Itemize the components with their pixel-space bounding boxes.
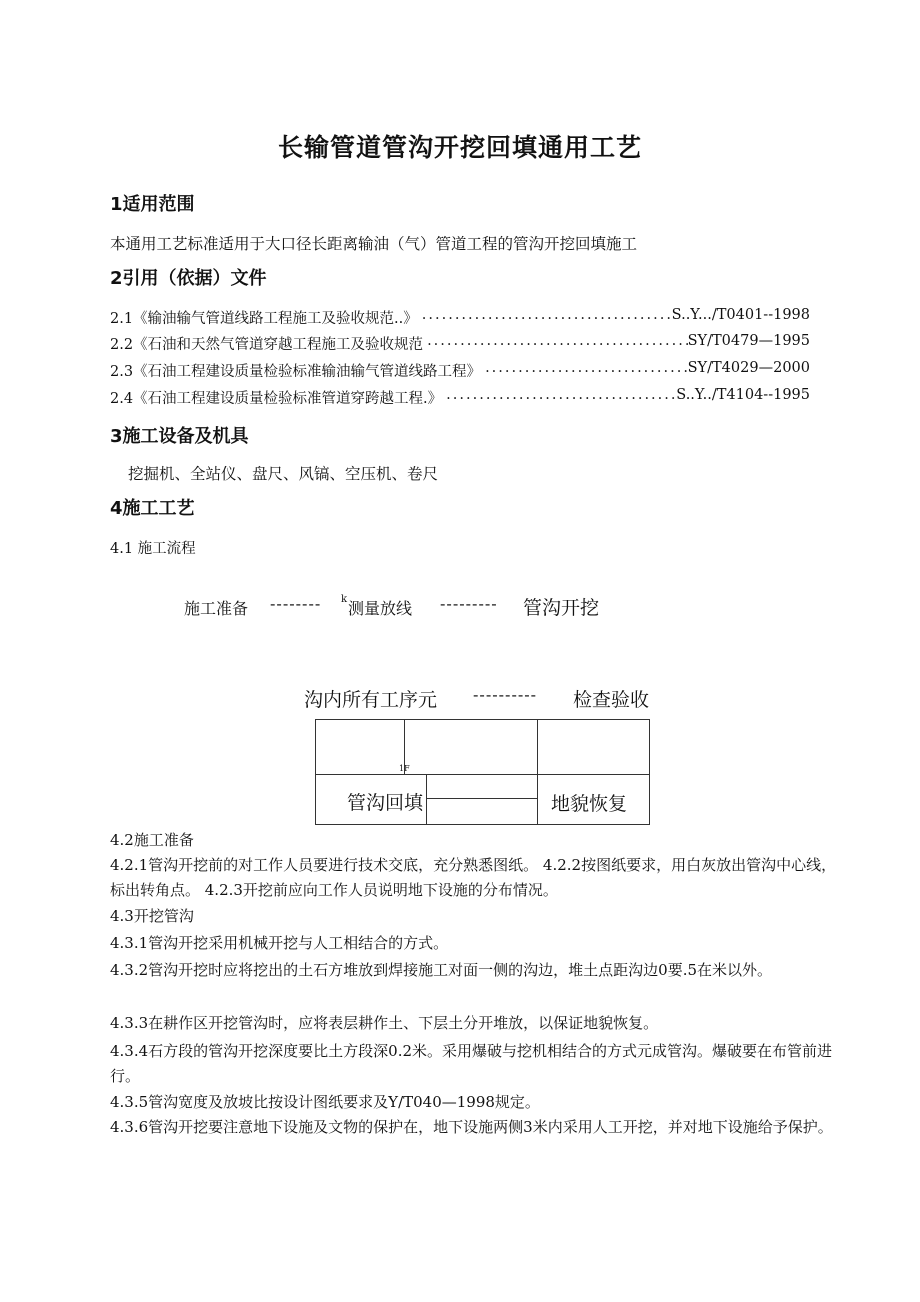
section-1-text: 本通用工艺标准适用于大口径长距离输油（气）管道工程的管沟开挖回填施工 bbox=[110, 235, 638, 253]
reference-title: 2.2《石油和天然气管道穿越工程施工及验收规范 bbox=[110, 337, 424, 353]
reference-item bbox=[110, 307, 810, 328]
page-title: 长输管道管沟开挖回填通用工艺 bbox=[277, 133, 642, 162]
flow-f-mark: 1F bbox=[399, 764, 410, 773]
flow-box-divider bbox=[426, 774, 427, 824]
reference-item bbox=[110, 387, 810, 408]
reference-item bbox=[110, 333, 810, 354]
flow-prep: 施工准备 bbox=[184, 599, 249, 618]
paragraph: 4.3开挖管沟 bbox=[110, 907, 194, 925]
flow-box-divider bbox=[537, 719, 538, 824]
section-3-text: 挖掘机、全站仪、盘尺、风镐、空压机、卷尺 bbox=[128, 465, 439, 483]
flow-arrow-mark: k bbox=[341, 594, 348, 605]
flow-connector bbox=[426, 798, 537, 799]
reference-code: S..Y.../T0401--1998 bbox=[671, 307, 810, 323]
section-4-heading: 4施工工艺 bbox=[110, 498, 195, 519]
paragraph: 4.3.6管沟开挖要注意地下设施及文物的保护在，地下设施两侧3米内采用人工开挖，并对地下设施给予保护。 bbox=[110, 1118, 833, 1136]
flow-inspect: 检查验收 bbox=[573, 689, 650, 711]
paragraph: 4.3.3在耕作区开挖管沟时，应将表层耕作土、下层土分开堆放，以保证地貌恢复。 bbox=[110, 1014, 659, 1032]
paragraph: 4.3.5管沟宽度及放坡比按设计图纸要求及Y/T040—1998规定。 bbox=[110, 1093, 540, 1111]
section-1-heading: 1适用范围 bbox=[110, 194, 195, 215]
flow-arrow-2: --------- bbox=[440, 594, 498, 613]
reference-item bbox=[110, 360, 810, 381]
flow-survey: 测量放线 bbox=[348, 599, 413, 618]
reference-code: SY/T0479—1995 bbox=[687, 333, 810, 349]
paragraph: 4.3.1管沟开挖采用机械开挖与人工相结合的方式。 bbox=[110, 934, 449, 952]
reference-code: SY/T4029—2000 bbox=[687, 360, 810, 376]
reference-title: 2.3《石油工程建设质量检验标准输油输气管道线路工程》 bbox=[110, 364, 482, 380]
reference-code: S..Y../T4104--1995 bbox=[676, 387, 810, 403]
flow-box-divider bbox=[315, 774, 649, 775]
flow-arrow-3: ---------- bbox=[473, 685, 538, 704]
paragraph: 4.3.2管沟开挖时应将挖出的土石方堆放到焊接施工对面一侧的沟边，堆土点距沟边0要.5在米以外。 bbox=[110, 961, 773, 979]
reference-title: 2.1《输油输气管道线路工程施工及验收规范..》 bbox=[110, 311, 418, 327]
dot-leader bbox=[418, 307, 672, 328]
paragraph: 4.2.1管沟开挖前的对工作人员要进行技术交底，充分熟悉图纸。 4.2.2按图纸要求，用白灰放出管沟中心线，标出转角点。 4.2.3开挖前应向工作人员说明地下设施的分布情况。 bbox=[110, 856, 837, 899]
dot-leader bbox=[423, 333, 688, 354]
paragraph: 4.3.4石方段的管沟开挖深度要比土方段深0.2米。采用爆破与挖机相结合的方式元成管沟。爆破要在布管前进行。 bbox=[110, 1042, 833, 1085]
flow-all-done: 沟内所有工序元 bbox=[304, 689, 438, 711]
section-4-1-label: 4.1 施工流程 bbox=[110, 541, 196, 557]
dot-leader bbox=[481, 360, 688, 381]
flow-excavate: 管沟开挖 bbox=[523, 597, 600, 619]
section-3-heading: 3施工设备及机具 bbox=[110, 426, 249, 447]
section-2-heading: 2引用（依据）文件 bbox=[110, 268, 267, 289]
flow-restore: 地貌恢复 bbox=[551, 793, 628, 815]
reference-title: 2.4《石油工程建设质量检验标准管道穿跨越工程.》 bbox=[110, 391, 443, 407]
flow-backfill: 管沟回填 bbox=[347, 792, 424, 814]
flow-arrow-1: -------- bbox=[270, 594, 322, 613]
dot-leader bbox=[442, 387, 676, 408]
paragraph: 4.2施工准备 bbox=[110, 831, 194, 849]
